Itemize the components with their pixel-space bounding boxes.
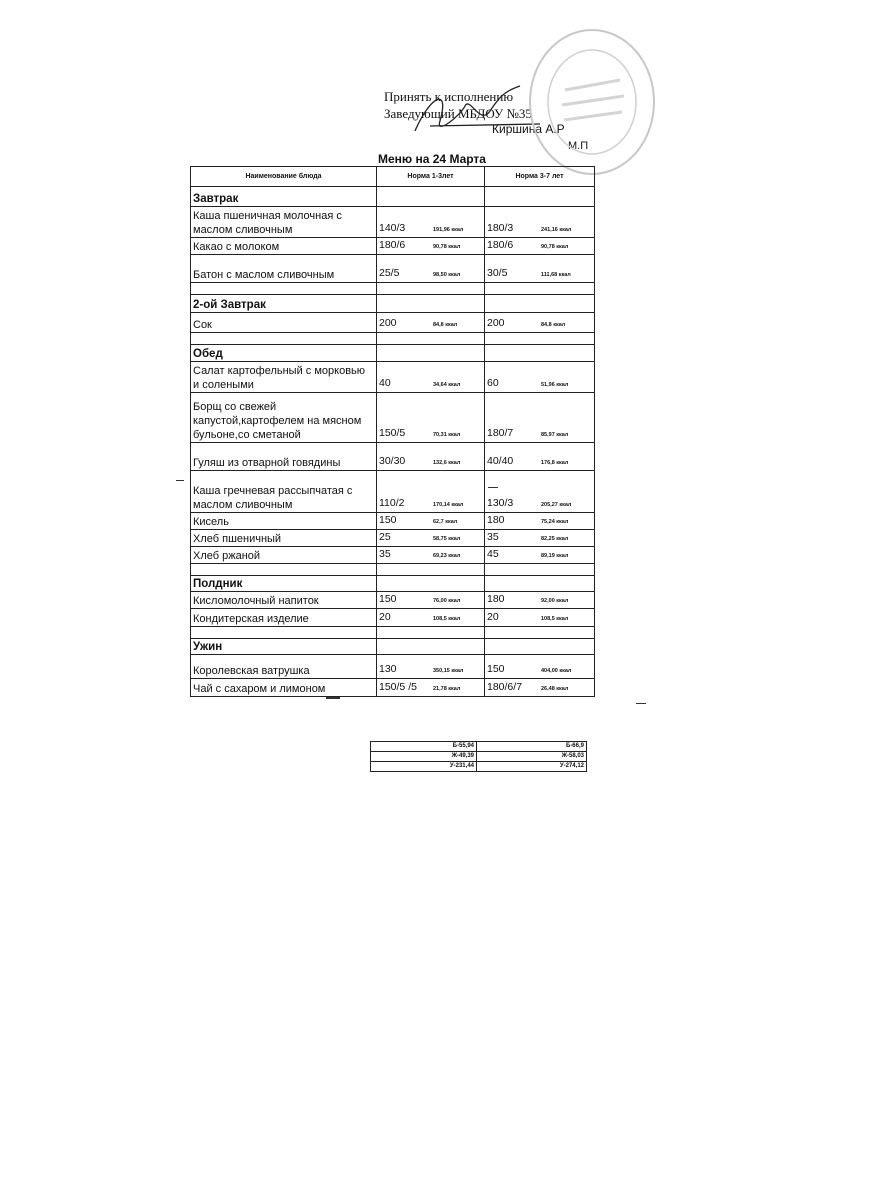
kcal-3-7: 176,8 ккал [541,460,569,466]
table-row [191,592,595,609]
dish-name: Какао с молоком [191,238,377,255]
dish-name: Салат картофельный с морковью и солеными [191,362,377,393]
kcal-1-3: 62,7 ккал [433,519,458,525]
table-row [191,547,595,564]
amount-3-7: 200 [487,317,505,329]
kcal-1-3: 21,78 ккал [433,686,461,692]
norm-1-3 [377,313,485,333]
table-row [191,443,595,471]
kcal-3-7: 51,96 ккал [541,382,569,388]
amount-3-7: 35 [487,531,499,543]
amount-1-3: 20 [379,611,391,623]
dish-name: Чай с сахаром и лимоном [191,679,377,697]
norm-3-7 [485,238,595,255]
dish-name: Сок [191,313,377,333]
scan-mark [488,487,498,488]
header-norm-1-3: Норма 1-3лет [377,167,485,187]
dish-name: Кисель [191,513,377,530]
table-row [191,530,595,547]
dish-name: Кондитерская изделие [191,609,377,627]
total-3-7: Ж-58,03 [477,752,587,762]
approval-line-2: Заведующий МБДОУ №35 [384,106,532,121]
kcal-1-3: 350,15 ккал [433,668,464,674]
norm-1-3 [377,362,485,393]
header-norm-3-7: Норма 3-7 лет [485,167,595,187]
amount-1-3: 200 [379,317,397,329]
amount-3-7: 150 [487,663,505,675]
table-row [191,255,595,283]
norm-1-3 [377,443,485,471]
kcal-3-7: 92,00 ккал [541,598,569,604]
table-row [191,238,595,255]
dish-name: Гуляш из отварной говядины [191,443,377,471]
table-header-row [191,167,595,187]
amount-1-3: 110/2 [379,497,405,509]
dish-name: Хлеб ржаной [191,547,377,564]
totals-row [371,752,587,762]
kcal-1-3: 34,64 ккал [433,382,461,388]
spacer-row [191,627,595,639]
amount-3-7: 130/3 [487,497,514,509]
norm-1-3 [377,530,485,547]
dish-name: Каша гречневая рассыпчатая с маслом сливочным [191,471,377,513]
norm-3-7 [485,592,595,609]
amount-1-3: 180/6 [379,239,406,251]
norm-3-7 [485,255,595,283]
dish-name: Каша пшеничная молочная с маслом сливочным [191,207,377,238]
amount-3-7: 180 [487,514,505,526]
header-dish: Наименование блюда [191,167,377,187]
kcal-1-3: 69,23 ккал [433,553,461,559]
total-3-7: Б-66,9 [477,742,587,752]
amount-3-7: 180/6/7 [487,681,523,693]
kcal-1-3: 58,75 ккал [433,536,461,542]
amount-3-7: 45 [487,548,499,560]
section-row [191,345,595,362]
amount-3-7: 60 [487,377,499,389]
amount-1-3: 150 [379,593,397,605]
table-row [191,609,595,627]
kcal-1-3: 132,6 ккал [433,460,461,466]
amount-3-7: 180/3 [487,222,514,234]
kcal-1-3: 108,5 ккал [433,616,461,622]
norm-3-7 [485,679,595,697]
amount-3-7: 180/7 [487,427,514,439]
table-row [191,513,595,530]
norm-3-7 [485,393,595,443]
section-title: Полдник [191,576,377,592]
amount-1-3: 30/30 [379,455,406,467]
stamp-seal-icon [520,20,660,180]
kcal-1-3: 170,14 ккал [433,502,464,508]
norm-3-7 [485,443,595,471]
section-row [191,295,595,313]
table-row [191,471,595,513]
kcal-3-7: 90,78 ккал [541,244,569,250]
totals-row [371,742,587,752]
norm-3-7 [485,362,595,393]
norm-3-7 [485,547,595,564]
amount-3-7: 180 [487,593,505,605]
kcal-1-3: 191,96 ккал [433,227,464,233]
kcal-3-7: 85,97 ккал [541,432,569,438]
total-1-3: Б-55,94 [371,742,477,752]
dish-name: Хлеб пшеничный [191,530,377,547]
spacer-row [191,283,595,295]
norm-1-3 [377,471,485,513]
norm-1-3 [377,238,485,255]
amount-1-3: 130 [379,663,397,675]
norm-3-7 [485,471,595,513]
norm-3-7 [485,655,595,679]
norm-3-7 [485,513,595,530]
kcal-1-3: 98,50 ккал [433,272,461,278]
amount-3-7: 20 [487,611,499,623]
spacer-row [191,333,595,345]
amount-1-3: 150/5 [379,427,406,439]
norm-1-3 [377,547,485,564]
norm-3-7 [485,530,595,547]
dish-name: Королевская ватрушка [191,655,377,679]
table-row [191,655,595,679]
norm-1-3 [377,393,485,443]
norm-1-3 [377,592,485,609]
amount-1-3: 40 [379,377,391,389]
section-row [191,639,595,655]
amount-1-3: 150 [379,514,397,526]
scan-mark [326,697,340,699]
table-row [191,679,595,697]
section-title: 2-ой Завтрак [191,295,377,313]
norm-3-7 [485,609,595,627]
section-row [191,576,595,592]
norm-1-3 [377,609,485,627]
kcal-3-7: 108,5 ккал [541,616,569,622]
amount-3-7: 40/40 [487,455,514,467]
amount-1-3: 150/5 /5 [379,681,417,693]
amount-3-7: 180/6 [487,239,514,251]
kcal-3-7: 89,19 ккал [541,553,569,559]
norm-1-3 [377,655,485,679]
scan-mark [176,480,184,481]
amount-3-7: 30/5 [487,267,508,279]
norm-1-3 [377,207,485,238]
kcal-3-7: 75,24 ккал [541,519,569,525]
amount-1-3: 25/5 [379,267,400,279]
amount-1-3: 35 [379,548,391,560]
total-1-3: У-231,44 [371,762,477,772]
norm-1-3 [377,255,485,283]
kcal-3-7: 84,8 ккал [541,322,566,328]
director-name: Киршина А.Р [492,122,565,136]
approval-line-1: Принять к исполнению [384,89,514,104]
kcal-1-3: 70,31 ккал [433,432,461,438]
section-row [191,187,595,207]
amount-1-3: 140/3 [379,222,406,234]
kcal-1-3: 76,00 ккал [433,598,461,604]
section-title: Обед [191,345,377,362]
table-row [191,393,595,443]
norm-1-3 [377,679,485,697]
kcal-3-7: 26,48 ккал [541,686,569,692]
table-row [191,207,595,238]
seal-label: М.П [568,140,589,152]
dish-name: Борщ со свежей капустой,картофелем на мясном бульоне,со сметаной [191,393,377,443]
norm-3-7 [485,207,595,238]
spacer-row [191,564,595,576]
table-row [191,362,595,393]
kcal-1-3: 84,8 ккал [433,322,458,328]
scan-mark [636,703,646,704]
kcal-3-7: 241,16 ккал [541,227,572,233]
dish-name: Батон с маслом сливочным [191,255,377,283]
totals-row [371,762,587,772]
totals-table [370,741,587,772]
kcal-3-7: 82,25 ккал [541,536,569,542]
section-title: Завтрак [191,187,377,207]
total-1-3: Ж-49,39 [371,752,477,762]
norm-3-7 [485,313,595,333]
dish-name: Кисломолочный напиток [191,592,377,609]
table-row [191,313,595,333]
kcal-1-3: 90,78 ккал [433,244,461,250]
menu-title: Меню на 24 Марта [378,152,486,166]
kcal-3-7: 111,68 ккал [541,272,571,278]
kcal-3-7: 205,27 ккал [541,502,572,508]
norm-1-3 [377,513,485,530]
menu-table [190,166,595,697]
section-title: Ужин [191,639,377,655]
kcal-3-7: 404,00 ккал [541,668,572,674]
total-3-7: У-274,12 [477,762,587,772]
amount-1-3: 25 [379,531,391,543]
